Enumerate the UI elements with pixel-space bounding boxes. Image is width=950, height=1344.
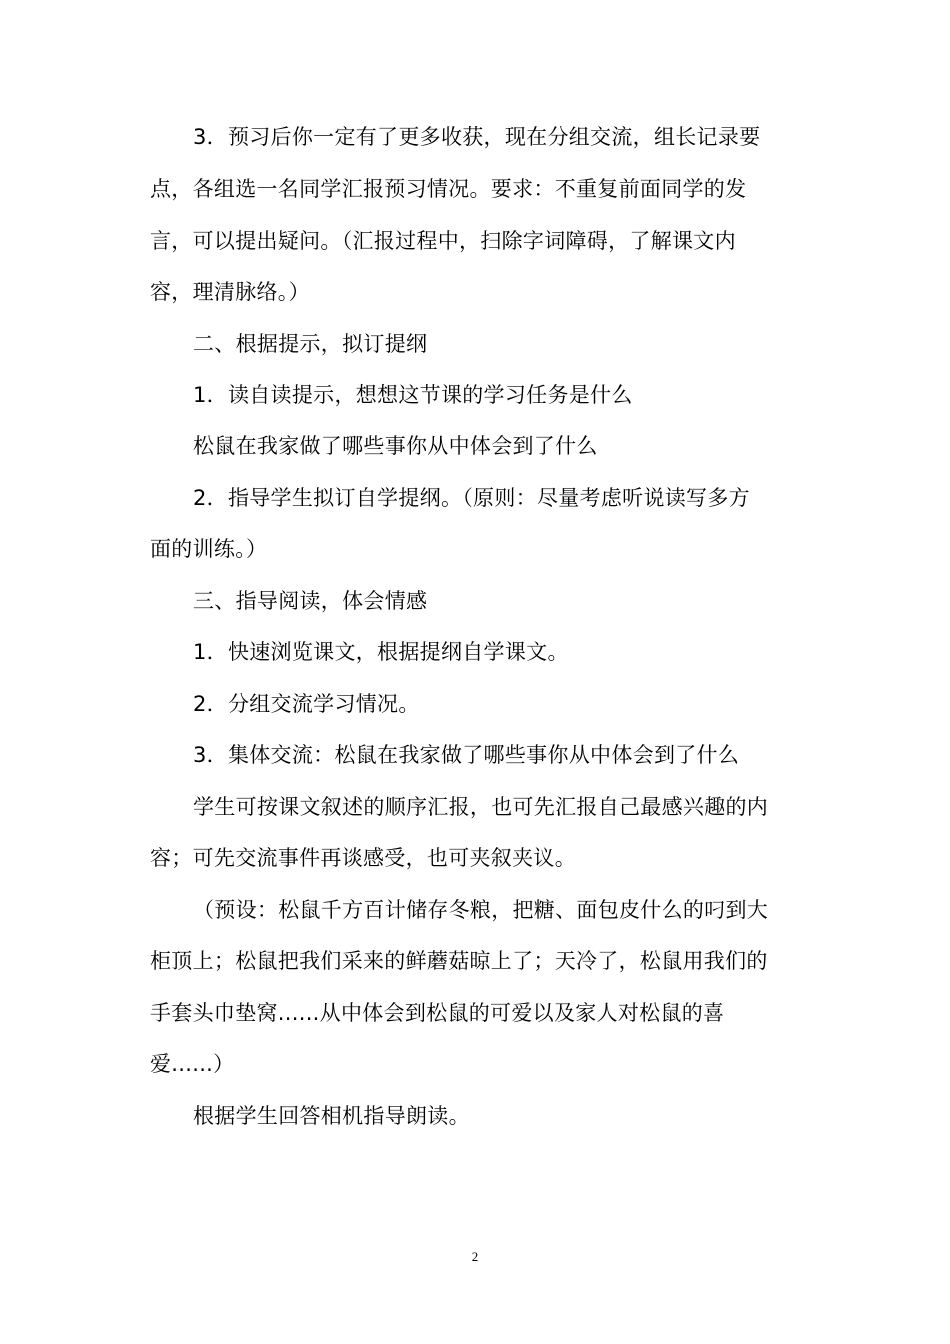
text-line: 容，理清脉络。） [150, 280, 310, 304]
text-line: 手套头巾垫窝......从中体会到松鼠的可爱以及家人对松鼠的喜 [150, 1001, 725, 1025]
text-line: 点，各组选一名同学汇报预习情况。要求：不重复前面同学的发 [150, 177, 747, 201]
text-line: 1．快速浏览课文，根据提纲自学课文。 [193, 640, 569, 664]
text-line: 容；可先交流事件再谈感受，也可夹叙夹议。 [150, 846, 576, 870]
text-line: （预设：松鼠千方百计储存冬粮，把糖、面包皮什么的叼到大 [193, 898, 769, 922]
text-line: 柜顶上；松鼠把我们采来的鲜蘑菇晾上了；天冷了，松鼠用我们的 [150, 949, 768, 973]
text-line: 根据学生回答相机指导朗读。 [193, 1104, 470, 1128]
text-line: 3．集体交流：松鼠在我家做了哪些事你从中体会到了什么 [193, 743, 740, 767]
text-line: 3．预习后你一定有了更多收获，现在分组交流，组长记录要 [193, 125, 761, 149]
text-line: 松鼠在我家做了哪些事你从中体会到了什么 [193, 434, 598, 458]
text-line: 学生可按课文叙述的顺序汇报，也可先汇报自己最感兴趣的内 [193, 795, 769, 819]
text-line: 面的训练。） [150, 537, 268, 561]
text-line: 2．分组交流学习情况。 [193, 692, 420, 716]
section-heading: 三、指导阅读，体会情感 [193, 589, 428, 613]
text-line: 1．读自读提示，想想这节课的学习任务是什么 [193, 383, 633, 407]
page-number: 2 [471, 1249, 479, 1264]
text-line: 2．指导学生拟订自学提纲。（原则：尽量考虑听说读写多方 [193, 486, 750, 510]
text-line: 言，可以提出疑问。（汇报过程中，扫除字词障碍，了解课文内 [150, 229, 736, 253]
text-line: 爱......） [150, 1052, 235, 1076]
section-heading: 二、根据提示，拟订提纲 [193, 332, 428, 356]
